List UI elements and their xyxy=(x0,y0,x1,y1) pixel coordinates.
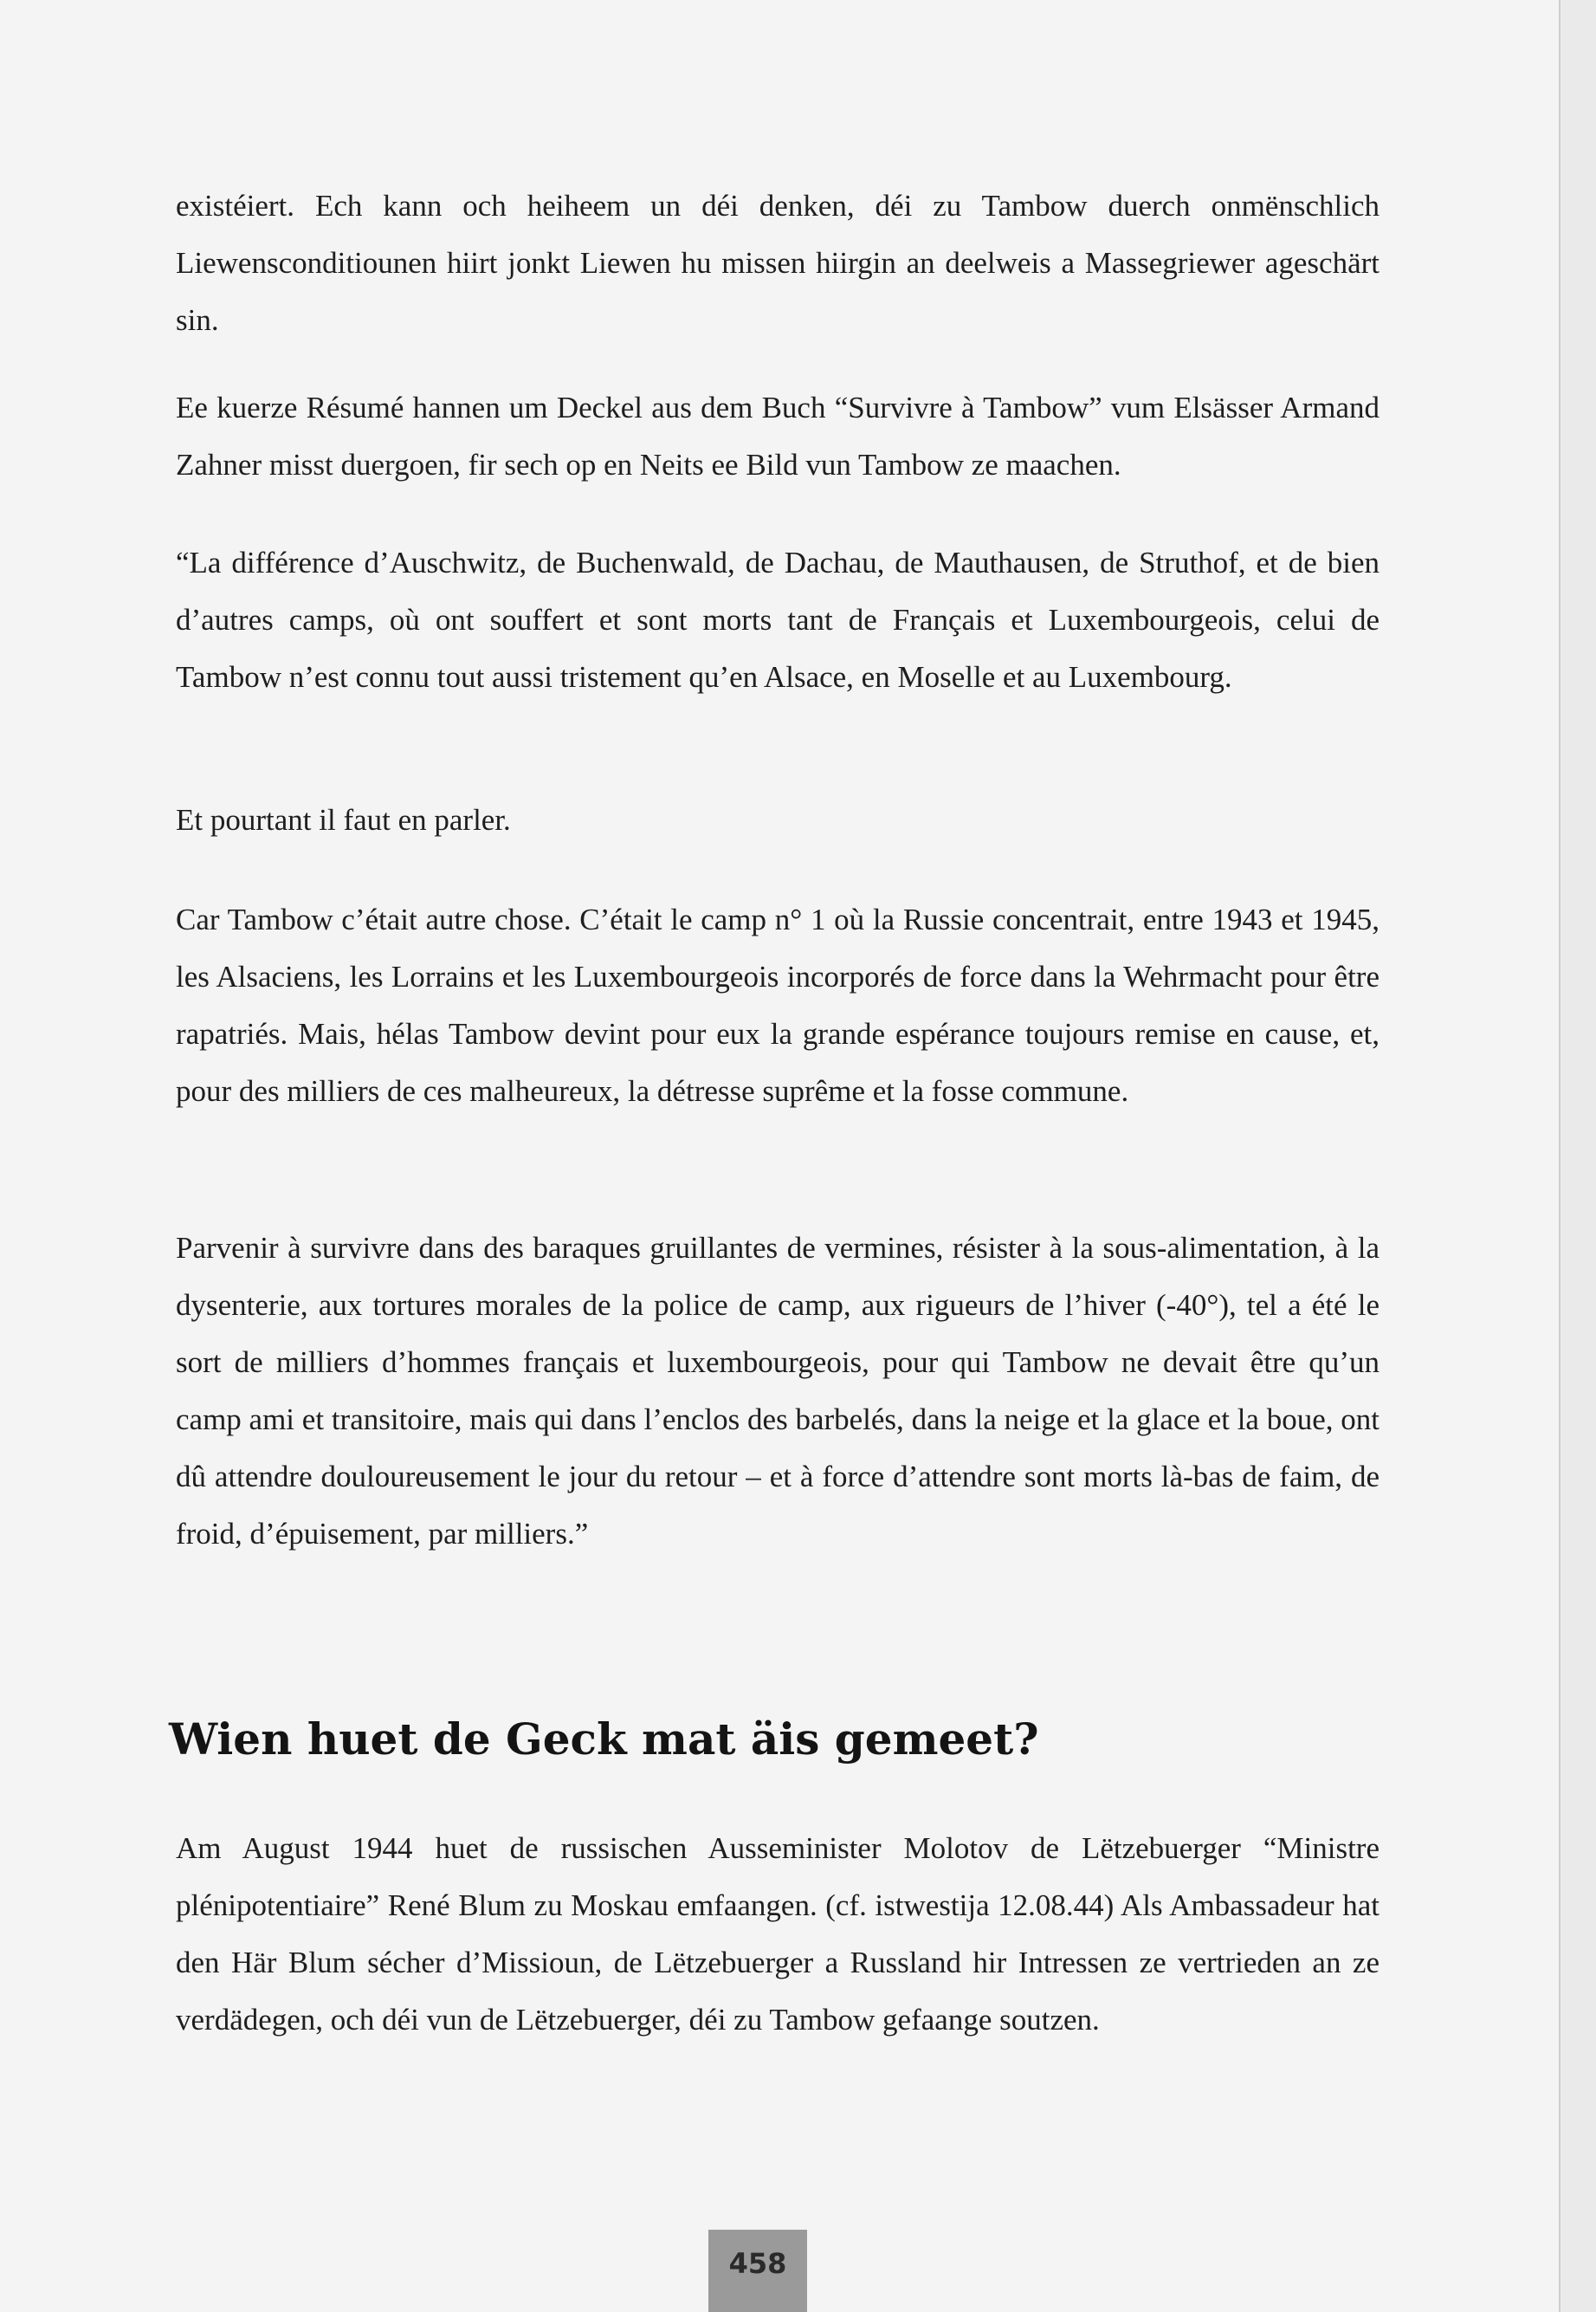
section-heading: Wien huet de Geck mat äis gemeet? xyxy=(169,1713,1039,1765)
paragraph-3-block xyxy=(176,534,1380,706)
paragraph-6-block xyxy=(176,1220,1380,1563)
paragraph-4-block xyxy=(176,792,1380,849)
page-number-box xyxy=(708,2230,807,2312)
paragraph-2-block xyxy=(176,379,1380,494)
quote-paragraph: Parvenir à survivre dans des baraques gruillantes de vermines, résister à la sous-alimentation, à la dysenterie, aux tortures morales de la police de camp, aux rigueurs de l’hiver (-40°), tel a été le sort de milliers d’hommes français et luxembourgeois, pour qui Tambow ne devait être qu’un camp ami et transitoire, mais qui dans l’enclos des barbelés, dans la neige et la glace et la boue, ont dû attendre douloureusement le jour du retour – et à force d’attendre sont morts là-bas de faim, de froid, d’épuisement, par milliers.” xyxy=(176,1231,1380,1551)
quote-paragraph: “La différence d’Auschwitz, de Buchenwald, de Dachau, de Mauthausen, de Struthof, et de bien d’autres camps, où ont souffert et sont morts tant de Français et Luxembourgeois, celui de Tambow n’est connu tout aussi tristement qu’en Alsace, en Moselle et au Luxembourg. xyxy=(176,546,1380,694)
section-paragraph: Am August 1944 huet de russischen Ausseminister Molotov de Lëtzebuerger “Ministre plénipotentiaire” René Blum zu Moskau emfaangen. (cf. istwestija 12.08.44) Als Ambassadeur hat den Här Blum sécher d’Missioun, de Lëtzebuerger a Russland hir Intressen ze vertrieden an ze verdädegen, och déi vun de Lëtzebuerger, déi zu Tambow gefaange soutzen. xyxy=(176,1831,1380,2037)
page-edge xyxy=(1559,0,1596,2312)
paragraph-5-block xyxy=(176,891,1380,1120)
quote-paragraph: Car Tambow c’était autre chose. C’était le camp n° 1 où la Russie concentrait, entre 1943 et 1945, les Alsaciens, les Lorrains et les Luxembourgeois incorporés de force dans la Wehrmacht pour être rapatriés. Mais, hélas Tambow devint pour eux la grande espérance toujours remise en cause, et, pour des milliers de ces malheureux, la détresse suprême et la fosse commune. xyxy=(176,903,1380,1108)
page-number: 458 xyxy=(728,2247,787,2280)
quote-paragraph: Et pourtant il faut en parler. xyxy=(176,803,511,837)
paragraph-1-block xyxy=(176,178,1380,349)
paragraph: existéiert. Ech kann och heiheem un déi denken, déi zu Tambow duerch onmënschlich Liewensconditiounen hiirt jonkt Liewen hu missen hiirgin an deelweis a Massegriewer ageschärt sin. xyxy=(176,189,1380,337)
paragraph: Ee kuerze Résumé hannen um Deckel aus dem Buch “Survivre à Tambow” vum Elsässer Armand Zahner misst duergoen, fir sech op en Neits ee Bild vun Tambow ze maachen. xyxy=(176,391,1380,482)
section-paragraph-block xyxy=(176,1820,1380,2049)
